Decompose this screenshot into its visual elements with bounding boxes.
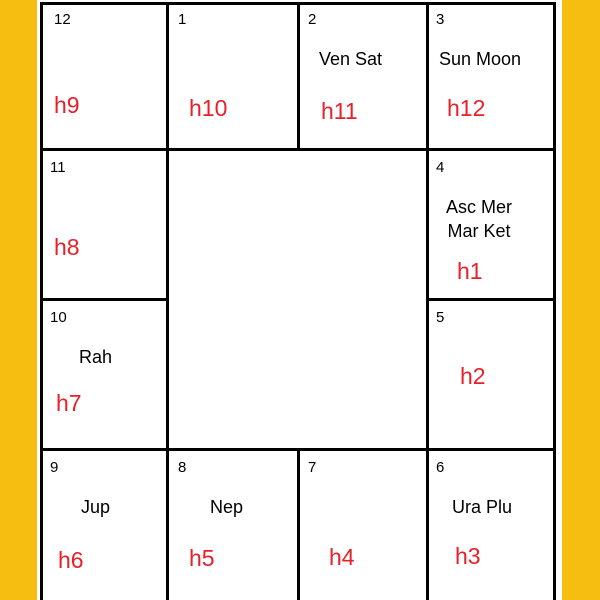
sign-cell-8 <box>169 451 297 600</box>
sign-number: 12 <box>54 11 71 28</box>
planet-list: Sun Moon <box>439 49 522 69</box>
house-label: h9 <box>54 92 80 118</box>
house-label: h4 <box>329 544 355 570</box>
sign-number: 1 <box>178 11 187 28</box>
south-indian-chart <box>37 0 562 600</box>
vline-3 <box>426 2 429 600</box>
sign-cell-7 <box>299 451 427 600</box>
vline-2-top <box>297 2 300 150</box>
sign-cell-5 <box>429 301 557 449</box>
sign-cell-9 <box>42 451 167 600</box>
sign-number: 3 <box>436 11 445 28</box>
sign-cell-4 <box>429 151 557 299</box>
sign-cell-3 <box>429 4 557 149</box>
sign-number: 8 <box>178 459 187 476</box>
planet-list: Asc Mer Mar Ket <box>446 197 513 242</box>
hline-3 <box>40 448 556 451</box>
sign-number: 11 <box>50 159 66 176</box>
vline-1 <box>166 2 169 600</box>
sign-cell-6 <box>429 451 557 600</box>
house-label: h7 <box>56 390 82 416</box>
house-label: h5 <box>189 545 215 571</box>
sign-cell-12 <box>42 4 167 149</box>
border-right <box>553 2 556 600</box>
sign-number: 4 <box>436 159 445 176</box>
sign-number: 5 <box>436 309 445 326</box>
house-label: h6 <box>58 547 84 573</box>
planet-list: Nep <box>210 497 244 517</box>
sign-cell-10 <box>42 301 167 449</box>
hline-2-left <box>40 298 169 301</box>
house-label: h3 <box>455 543 481 569</box>
center-panel <box>169 151 427 449</box>
sign-cell-11 <box>42 151 167 299</box>
hline-2-right <box>426 298 556 301</box>
house-label: h2 <box>460 363 486 389</box>
sign-number: 10 <box>50 309 67 326</box>
sign-number: 6 <box>436 459 445 476</box>
planet-list: Jup <box>81 497 111 517</box>
sign-cell-1 <box>169 4 297 149</box>
sign-number: 2 <box>308 11 317 28</box>
vline-2-bottom <box>297 449 300 600</box>
house-label: h8 <box>54 234 80 260</box>
planet-list: Rah <box>79 347 113 367</box>
border-left <box>40 2 43 600</box>
house-label: h12 <box>447 95 486 121</box>
planet-list: Ura Plu <box>452 497 513 517</box>
house-label: h11 <box>321 98 358 124</box>
house-label: h10 <box>189 95 228 121</box>
planet-list: Ven Sat <box>319 49 383 69</box>
sign-number: 7 <box>308 459 317 476</box>
house-label: h1 <box>457 258 483 284</box>
sign-number: 9 <box>50 459 59 476</box>
sign-cell-2 <box>299 4 427 149</box>
hline-1 <box>40 148 556 151</box>
